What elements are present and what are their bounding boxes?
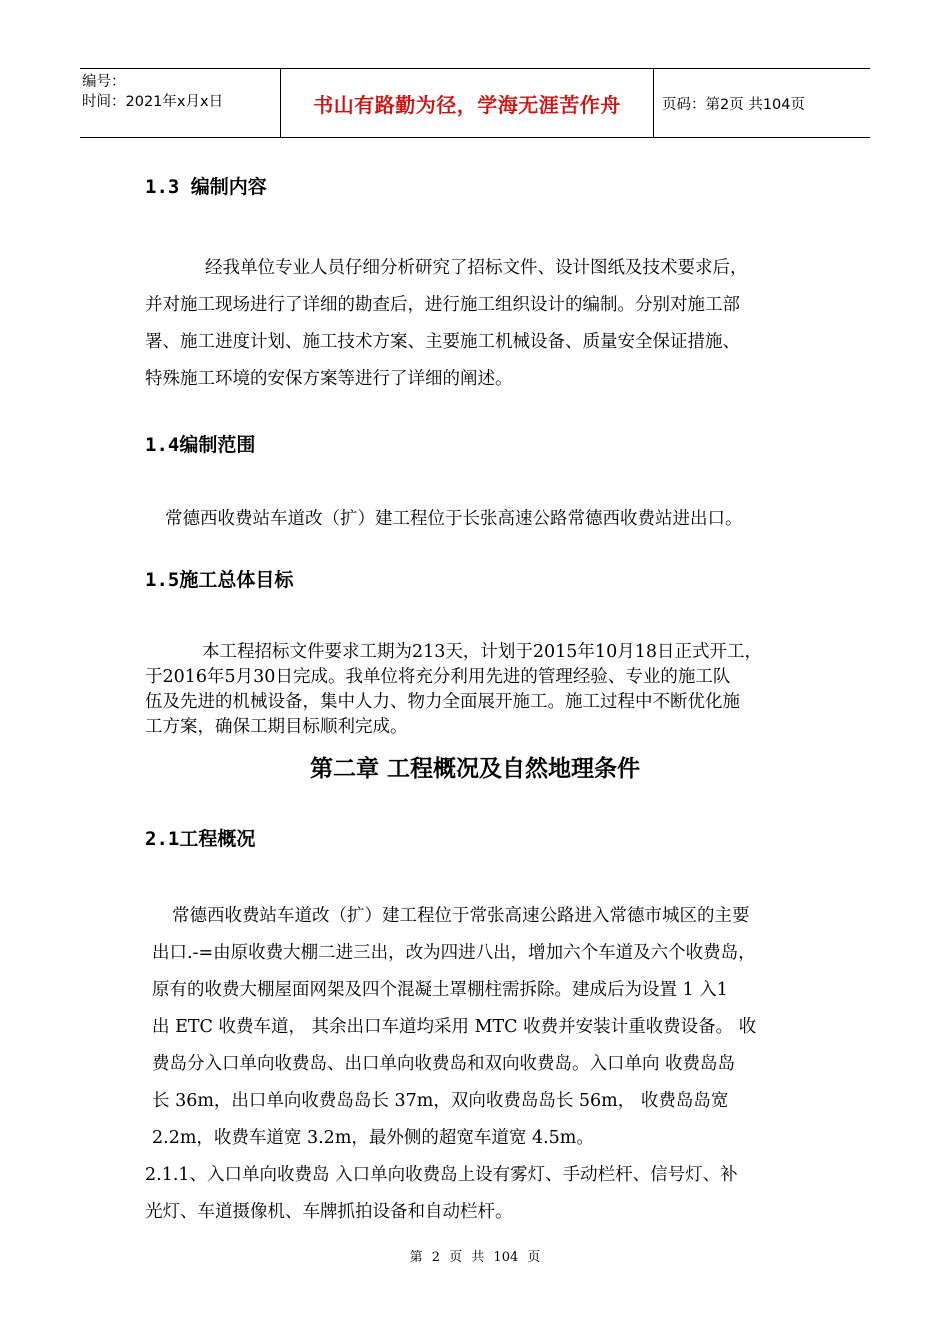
header-motto-cell [280, 69, 654, 137]
section-number: 1.5 [145, 569, 180, 591]
paragraph-line: 2.2m，收费车道宽 3.2m，最外侧的超宽车道宽 4.5m。 [152, 1128, 594, 1148]
paragraph-line: 并对施工现场进行了详细的勘查后，进行施工组织设计的编制。分别对施工部 [145, 295, 740, 315]
header-meta [80, 69, 280, 137]
paragraph-line: 出 ETC 收费车道， 其余出口车道均采用 MTC 收费并安装计重收费设备。 收 [152, 1017, 757, 1037]
section-title: 工程概况 [179, 828, 256, 850]
section-number: 1.3 [145, 176, 180, 198]
section-1-4-heading [145, 430, 255, 457]
paragraph-line: 经我单位专业人员仔细分析研究了招标文件、设计图纸及技术要求后， [205, 258, 748, 278]
section-1-3-heading [145, 172, 267, 199]
paragraph-line: 常德西收费站车道改（扩）建工程位于常张高速公路进入常德市城区的主要 [172, 906, 750, 926]
section-1-4-body [165, 506, 743, 532]
header-page-info: 页码：第2页 共104页 [662, 96, 806, 113]
section-1-3-body [145, 250, 748, 398]
header-motto: 书山有路勤为径，学海无涯苦作舟 [313, 92, 621, 117]
section-title: 编制范围 [179, 434, 256, 456]
section-2-1-heading [145, 824, 255, 851]
paragraph-line: 出口.-=由原收费大棚二进三出，改为四进八出，增加六个车道及六个收费岛， [152, 943, 756, 963]
paragraph-line: 本工程招标文件要求工期为213天，计划于2015年10月18日正式开工， [202, 642, 762, 662]
paragraph-line: 工方案，确保工期目标顺利完成。 [145, 717, 408, 737]
section-title: 编制内容 [190, 176, 267, 198]
section-title: 施工总体目标 [179, 569, 294, 591]
paragraph-line: 常德西收费站车道改（扩）建工程位于长张高速公路常德西收费站进出口。 [165, 509, 743, 529]
paragraph-line: 于2016年5月30日完成。我单位将充分利用先进的管理经验、专业的施工队 [145, 667, 731, 687]
page-header [80, 68, 870, 138]
header-date-label: 时间：2021年x月x日 [82, 94, 224, 110]
paragraph-line: 长 36m，出口单向收费岛岛长 37m，双向收费岛岛长 56m， 收费岛岛宽 [152, 1091, 729, 1111]
paragraph-line: 特殊施工环境的安保方案等进行了详细的阐述。 [145, 369, 513, 389]
paragraph-line: 原有的收费大棚屋面网架及四个混凝土罩棚柱需拆除。建成后为设置 1 入1 [152, 980, 728, 1000]
header-number-label: 编号： [82, 74, 126, 90]
paragraph-line: 2.1.1、入口单向收费岛 入口单向收费岛上设有雾灯、手动栏杆、信号灯、补 [145, 1165, 738, 1185]
section-1-5-body [145, 640, 762, 740]
section-number: 1.4 [145, 434, 180, 456]
paragraph-line: 伍及先进的机械设备，集中人力、物力全面展开施工。施工过程中不断优化施 [145, 692, 740, 712]
section-1-5-heading [145, 565, 293, 592]
page-footer: 第 2 页 共 104 页 [409, 1250, 541, 1265]
paragraph-line: 费岛分入口单向收费岛、出口单向收费岛和双向收费岛。入口单向 收费岛岛 [152, 1054, 736, 1074]
section-2-1-1-body [145, 1157, 738, 1231]
section-number: 2.1 [145, 828, 180, 850]
paragraph-line: 光灯、车道摄像机、车牌抓拍设备和自动栏杆。 [145, 1202, 513, 1222]
chapter-title: 第二章 工程概况及自然地理条件 [309, 756, 640, 782]
section-2-1-body [152, 898, 756, 1157]
paragraph-line: 署、施工进度计划、施工技术方案、主要施工机械设备、质量安全保证措施、 [145, 332, 740, 352]
